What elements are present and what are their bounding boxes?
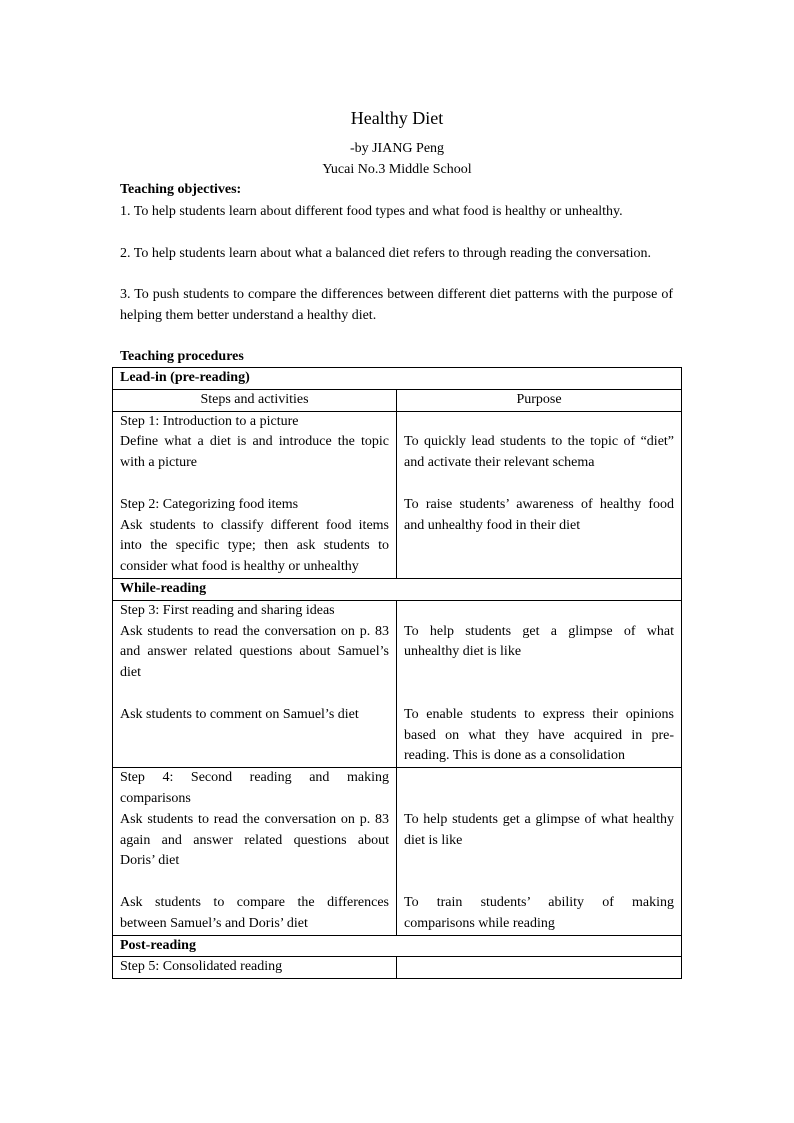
step-activity: Ask students to read the conversation on p. 83 again and answer related questions about Doris’ diet: [120, 811, 389, 869]
procedures-table: [112, 367, 682, 979]
step-purpose: To help students get a glimpse of what unhealthy diet is like: [404, 623, 675, 660]
author-line: -by JIANG Peng: [349, 141, 445, 156]
steps-cell: [113, 411, 397, 578]
purpose-cell: [397, 600, 682, 767]
purpose-cell: [397, 768, 682, 935]
step-activity: Ask students to comment on Samuel’s diet: [120, 706, 359, 722]
procedures-heading: Teaching procedures: [120, 349, 244, 364]
objective-3: 3. To push students to compare the differences between different diet patterns with the purpose of helping them better understand a healthy diet.: [120, 287, 673, 323]
step-purpose: To raise students’ awareness of healthy food and unhealthy food in their diet: [404, 496, 675, 533]
table-row: [113, 600, 682, 767]
step-title: Step 1: Introduction to a picture: [120, 413, 299, 429]
objectives-heading: Teaching objectives:: [120, 182, 242, 197]
step-purpose: To quickly lead students to the topic of “diet” and activate their relevant schema: [404, 434, 675, 471]
objective-2: 2. To help students learn about what a balanced diet refers to through reading the conversation.: [120, 246, 651, 261]
table-row: [113, 957, 682, 979]
step-activity: Define what a diet is and introduce the topic with a picture: [120, 434, 389, 471]
col-header-purpose: Purpose: [397, 389, 682, 411]
stage-row-lead-in: [113, 368, 682, 390]
purpose-cell: [397, 957, 682, 979]
step-purpose: To train students’ ability of making comparisons while reading: [404, 894, 675, 931]
steps-cell: [113, 957, 397, 979]
step-title: Step 5: Consolidated reading: [120, 959, 283, 975]
step-purpose: To enable students to express their opinions based on what they have acquired in pre-reading. This is done as a consolidation: [404, 706, 675, 764]
table-header-row: [113, 389, 682, 411]
step-title: Step 2: Categorizing food items: [120, 496, 299, 512]
col-header-steps: Steps and activities: [113, 389, 397, 411]
step-title: Step 4: Second reading and making comparisons: [120, 770, 389, 806]
step-purpose: To help students get a glimpse of what healthy diet is like: [404, 811, 675, 848]
stage-label: Lead-in (pre-reading): [113, 368, 682, 390]
stage-row-post-reading: [113, 935, 682, 957]
objective-1: 1. To help students learn about different food types and what food is healthy or unhealthy.: [120, 204, 623, 219]
step-activity: Ask students to read the conversation on p. 83 and answer related questions about Samuel’s diet: [120, 623, 389, 681]
step-activity: Ask students to classify different food items into the specific type; then ask students to consider what food is healthy or unhealthy: [120, 517, 389, 575]
steps-cell: [113, 768, 397, 935]
steps-cell: [113, 600, 397, 767]
step-activity: Ask students to compare the differences between Samuel’s and Doris’ diet: [120, 894, 389, 931]
table-row: [113, 768, 682, 935]
document-title: Healthy Diet: [350, 108, 444, 128]
stage-label: Post-reading: [113, 935, 682, 957]
stage-row-while-reading: [113, 578, 682, 600]
step-title: Step 3: First reading and sharing ideas: [120, 602, 335, 618]
stage-label: While-reading: [113, 578, 682, 600]
purpose-cell: [397, 411, 682, 578]
table-row: [113, 411, 682, 578]
school-line: Yucai No.3 Middle School: [322, 162, 472, 177]
